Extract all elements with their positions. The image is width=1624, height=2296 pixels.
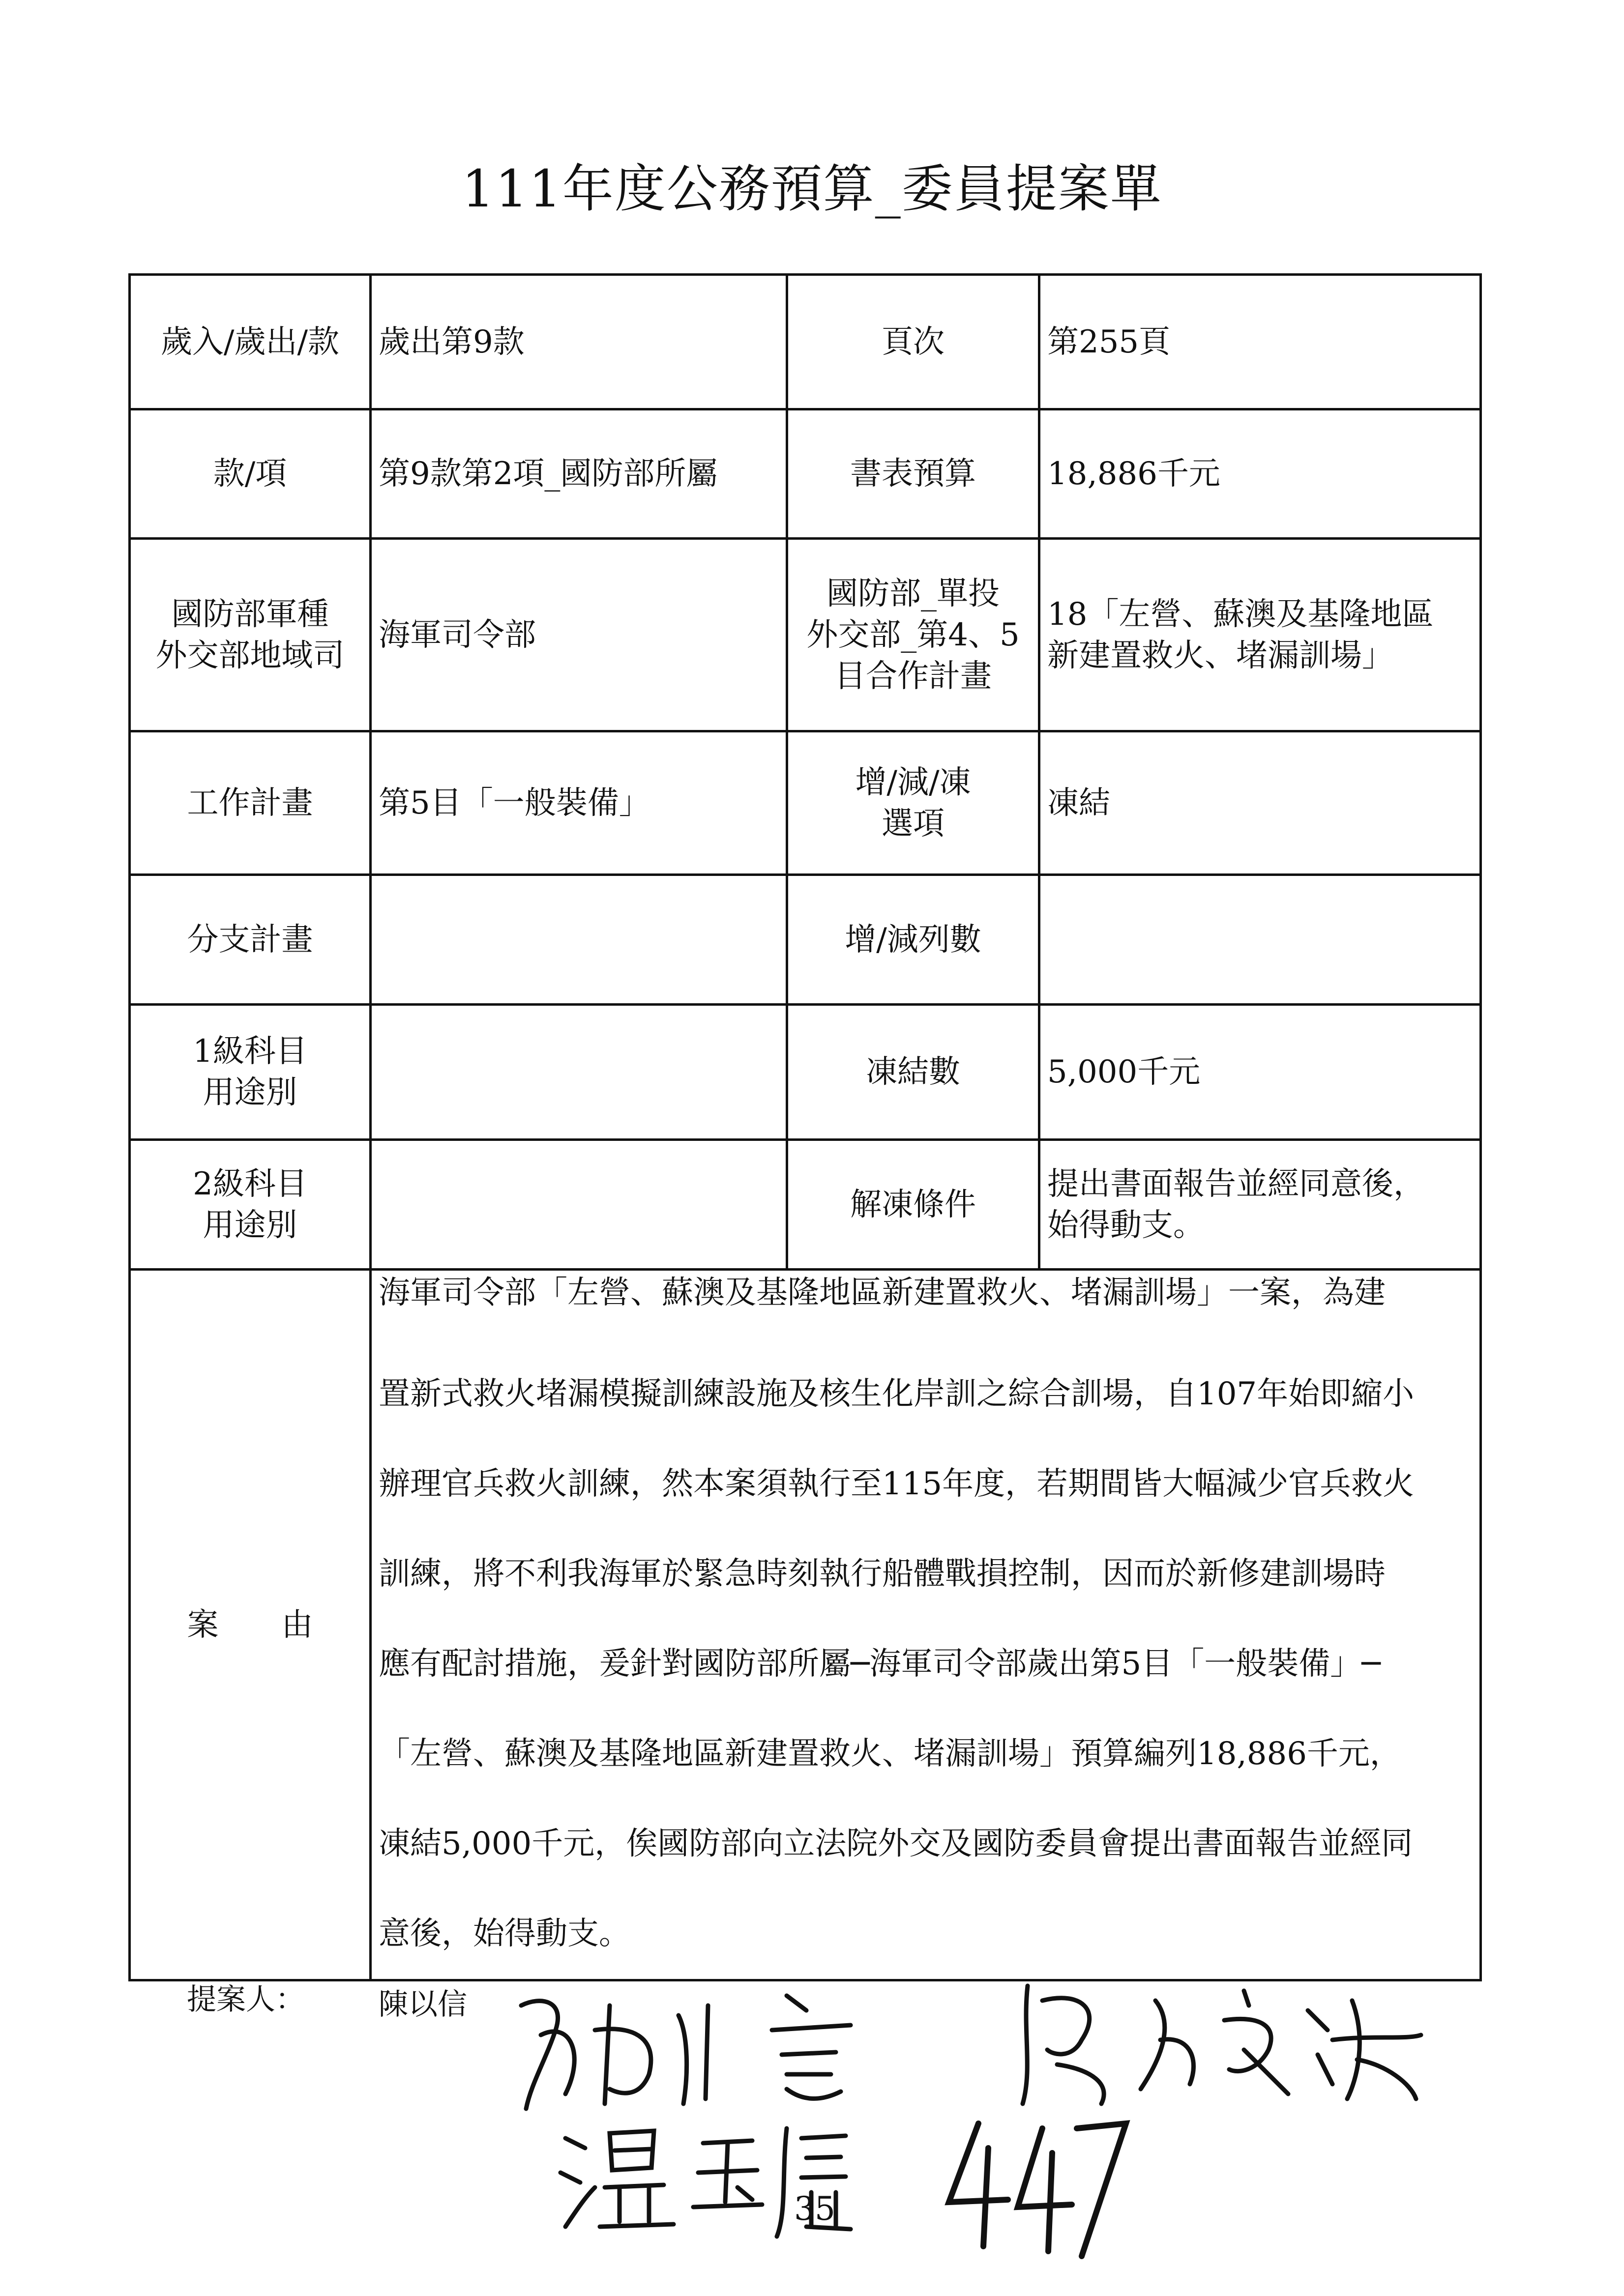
reason-line: 置新式救火堵漏模擬訓練設施及核生化岸訓之綜合訓場，自107年始即縮小 xyxy=(379,1376,1415,1412)
value-level2-subject xyxy=(371,1140,787,1270)
reason-line: 凍結5,000千元，俟國防部向立法院外交及國防委員會提出書面報告並經同 xyxy=(379,1826,1413,1862)
label-line: 目合作計畫 xyxy=(834,658,992,695)
value-adjustment-option: 凍結 xyxy=(1039,731,1481,875)
value-revenue-expense-section: 歲出第9款 xyxy=(371,275,787,409)
value-frozen-amount: 5,000千元 xyxy=(1039,1005,1481,1140)
form-title: 111年度公務預算_委員提案單 xyxy=(462,159,1162,219)
proposer-name: 陳以信 xyxy=(379,1987,467,2022)
label-line: 用途別 xyxy=(203,1207,297,1244)
page-number: 35 xyxy=(794,2190,835,2228)
table-row-reason xyxy=(130,1270,1481,1980)
value-program xyxy=(1039,539,1481,731)
proposal-form-table xyxy=(128,273,1482,1981)
label-line: 外交部_第4、5 xyxy=(806,616,1020,653)
table-row xyxy=(130,539,1481,731)
value-work-plan: 第5目「一般裝備」 xyxy=(371,731,787,875)
label-reason: 案 由 xyxy=(130,1270,371,1980)
label-line: 1級科目 xyxy=(193,1033,307,1070)
label-line: 國防部_單投 xyxy=(827,575,1000,612)
label-adjustment-amount: 增/減列數 xyxy=(787,875,1039,1005)
label-frozen-amount: 凍結數 xyxy=(787,1005,1039,1140)
value-military-branch: 海軍司令部 xyxy=(371,539,787,731)
label-program xyxy=(787,539,1039,731)
value-budget-amount: 18,886千元 xyxy=(1039,409,1481,539)
value-level1-subject xyxy=(371,1005,787,1140)
table-row xyxy=(130,1005,1481,1140)
label-adjustment-option xyxy=(787,731,1039,875)
table-row xyxy=(130,875,1481,1005)
reason-line: 應有配討措施，爰針對國防部所屬─海軍司令部歲出第5目「一般裝備」─ xyxy=(379,1646,1381,1682)
value-branch-plan xyxy=(371,875,787,1005)
reason-line: 辦理官兵救火訓練，然本案須執行至115年度，若期間皆大幅減少官兵救火 xyxy=(379,1466,1415,1502)
table-row xyxy=(130,409,1481,539)
reason-line: 「左營、蘇澳及基隆地區新建置救火、堵漏訓場」預算編列18,886千元， xyxy=(379,1736,1401,1772)
label-level2-subject xyxy=(130,1140,371,1270)
label-revenue-expense-section: 歲入/歲出/款 xyxy=(130,275,371,409)
value-unfreeze-condition xyxy=(1039,1140,1481,1270)
reason-line: 訓練，將不利我海軍於緊急時刻執行船體戰損控制，因而於新修建訓場時 xyxy=(379,1556,1386,1592)
handwritten-number xyxy=(934,2109,1131,2266)
label-level1-subject xyxy=(130,1005,371,1140)
reason-text xyxy=(371,1270,1481,1980)
signature-2 xyxy=(1013,1971,1431,2119)
label-line: 選項 xyxy=(882,805,945,842)
label-section-item: 款/項 xyxy=(130,409,371,539)
label-line: 外交部地域司 xyxy=(155,637,345,674)
label-work-plan: 工作計畫 xyxy=(130,731,371,875)
value-line: 新建置救火、堵漏訓場」 xyxy=(1047,637,1393,674)
value-line: 提出書面報告並經同意後， xyxy=(1047,1165,1425,1202)
value-section-item: 第9款第2項_國防部所屬 xyxy=(371,409,787,539)
label-line: 國防部軍種 xyxy=(171,596,329,633)
label-line: 2級科目 xyxy=(193,1165,307,1202)
label-budget-amount: 書表預算 xyxy=(787,409,1039,539)
table-row xyxy=(130,731,1481,875)
proposer-label: 提案人： xyxy=(187,1982,305,2017)
signature-1 xyxy=(511,1976,905,2123)
label-line: 增/減/凍 xyxy=(855,764,971,801)
value-adjustment-amount xyxy=(1039,875,1481,1005)
table-row xyxy=(130,275,1481,409)
value-line: 18「左營、蘇澳及基隆地區 xyxy=(1047,596,1434,633)
value-page: 第255頁 xyxy=(1039,275,1481,409)
label-page: 頁次 xyxy=(787,275,1039,409)
table-row xyxy=(130,1140,1481,1270)
value-line: 始得動支。 xyxy=(1047,1207,1205,1244)
label-unfreeze-condition: 解凍條件 xyxy=(787,1140,1039,1270)
label-line: 用途別 xyxy=(203,1075,297,1111)
label-military-branch xyxy=(130,539,371,731)
reason-line: 海軍司令部「左營、蘇澳及基隆地區新建置救火、堵漏訓場」一案，為建 xyxy=(379,1275,1386,1311)
label-branch-plan: 分支計畫 xyxy=(130,875,371,1005)
reason-line: 意後，始得動支。 xyxy=(379,1916,630,1952)
